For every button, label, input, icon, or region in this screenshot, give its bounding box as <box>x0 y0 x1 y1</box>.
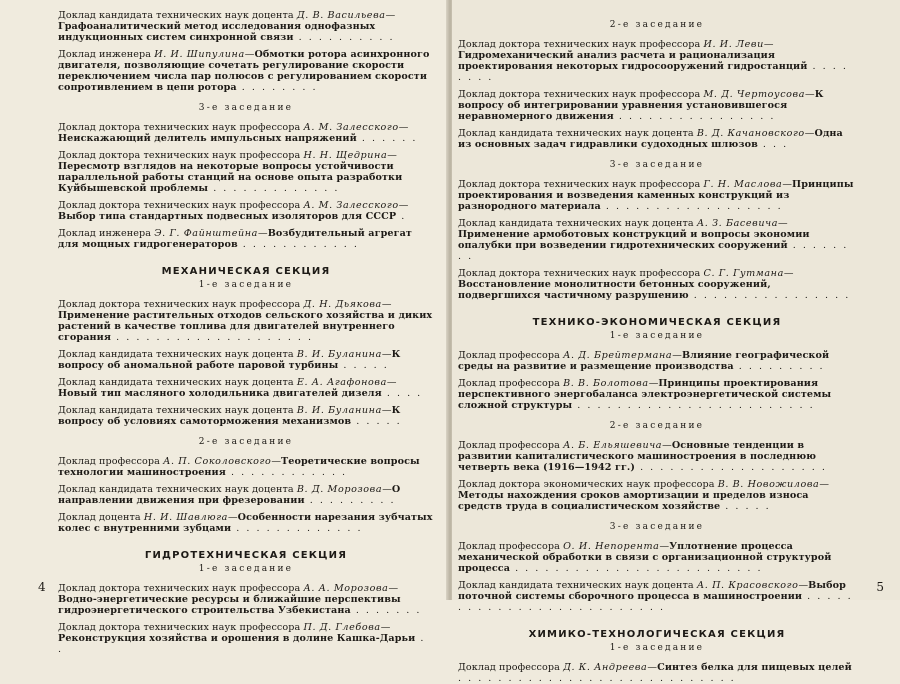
report-entry: Доклад кандидата технических наук доцента Д. В. Васильева—Графоаналитический метод исследования однофазных индукционных систем синхронной связи . . . . . . . . . . <box>58 10 396 43</box>
leader-dots: . . . . . . . . . . . . . . . . . . . . <box>111 332 314 343</box>
report-intro: Доклад профессора <box>458 378 560 389</box>
session-heading: 1-е заседание <box>198 564 294 574</box>
report-entry: Доклад профессора А. Д. Брейтермана—Влияние географической среды на развитие и размещение производства . . . . . . . . . <box>458 350 830 372</box>
report-title: Применение армоботовых конструкций и вопросы экономии опалубки при возведении гидротехнических сооружений <box>458 229 810 251</box>
leader-dots: . . . <box>757 139 789 150</box>
report-intro: Доклад кандидата технических наук доцента <box>458 580 694 591</box>
report-title: Графоаналитический метод исследования однофазных индукционных систем синхронной связи <box>58 21 376 43</box>
session-heading: 3-е заседание <box>609 522 705 532</box>
report-title: Восстановление монолитности бетонных сооружений, подвергшихся частичному разрушению <box>458 279 771 301</box>
report-intro: Доклад доктора технических наук профессора <box>458 39 701 50</box>
leader-dots: . . . . . . . . <box>458 61 848 83</box>
report-author: А. З. Басевича <box>696 218 779 229</box>
report-intro: Доклад профессора <box>458 440 560 451</box>
report-intro: Доклад доктора технических наук профессора <box>458 268 701 279</box>
report-intro: Доклад инженера <box>58 228 152 239</box>
report-author: Э. Г. Файнштейна <box>154 228 258 239</box>
report-author: В. И. Буланина <box>296 349 382 360</box>
report-author: В. В. Болотова <box>563 378 649 389</box>
report-intro: Доклад кандидата технических наук доцента <box>58 10 294 21</box>
session-heading: 3-е заседание <box>609 160 705 170</box>
report-title: Особенности нарезания зубчатых колес с внутренними зубцами <box>58 512 433 534</box>
report-title: Выбор типа стандартных подвесных изоляторов для СССР <box>58 211 397 222</box>
report-title: Водно-энергетические ресурсы и ближайшие перспективы гидроэнергетического строительства Узбекистана <box>58 594 401 616</box>
report-author: А. Д. Брейтермана <box>563 350 673 361</box>
report-entry: Доклад инженера И. И. Шипулина—Обмотки ротора асинхронного двигателя, позволяющие сочетать регулирование скорости переключением числа пар полюсов с регулированием скорости сопротивлением в цепи ротора . . . . . . . . <box>58 49 430 93</box>
leader-dots: . . <box>58 633 426 655</box>
report-title: Обмотки ротора асинхронного двигателя, позволяющие сочетать регулирование скорости переключением числа пар полюсов с регулированием скорости сопротивлением в цепи ротора <box>58 49 430 93</box>
report-entry: Доклад профессора А. П. Соколовского—Теоретические вопросы технологии машиностроения . . . . . . . . . . . . <box>58 456 420 478</box>
report-title: Влияние географической среды на развитие и размещение производства <box>458 350 830 372</box>
report-author: А. А. Морозова <box>303 583 389 594</box>
report-title: Одна из основных задач гидравлики судоходных шлюзов <box>458 128 843 150</box>
report-author: А. М. Залесского <box>303 122 399 133</box>
report-intro: Доклад профессора <box>458 350 560 361</box>
report-author: О. И. Непорента <box>563 541 660 552</box>
leader-dots: . . . . . . . . . . . . . . . . . . <box>600 201 783 212</box>
leader-dots: . . . . . <box>720 501 771 512</box>
section-heading: МЕХАНИЧЕСКАЯ СЕКЦИЯ <box>161 266 331 277</box>
report-author: В. Д. Качановского <box>696 128 805 139</box>
leader-dots: . . . . . . . . . . . . . . . . . . . . . . . . . <box>510 563 763 574</box>
leader-dots: . . . . . . . <box>350 605 422 616</box>
report-title: Принципы проектирования перспективного энергобаланса электроэнергетической системы сложной структуры <box>458 378 832 411</box>
section-heading: ХИМИКО-ТЕХНОЛОГИЧЕСКАЯ СЕКЦИЯ <box>528 629 786 640</box>
leader-dots: . . . . . . . . . . . . . . . . <box>688 290 851 301</box>
leader-dots: . . . . . . <box>356 133 418 144</box>
session-heading: 1-е заседание <box>609 331 705 341</box>
section-heading: ТЕХНИКО-ЭКОНОМИЧЕСКАЯ СЕКЦИЯ <box>532 317 782 328</box>
leader-dots: . . . . . <box>351 416 402 427</box>
leader-dots: . . . . . . . . . <box>733 361 825 372</box>
report-title: Выбор поточной системы сборочного процесса в машиностроении <box>458 580 846 602</box>
leader-dots: . . . . . . . . . . . . . . . . . . . <box>635 462 827 473</box>
report-entry: Доклад профессора Д. К. Андреева—Синтез белка для пищевых целей . . . . . . . . . . . . . . . . . . . . . . . . . . . . <box>458 662 852 684</box>
report-entry: Доклад кандидата технических наук доцента В. Д. Качановского—Одна из основных задач гидравлики судоходных шлюзов . . . <box>458 128 843 150</box>
report-entry: Доклад доцента Н. И. Шавлюга—Особенности нарезания зубчатых колес с внутренними зубцами . . . . . . . . . . . . . <box>58 512 433 534</box>
report-title: Реконструкция хозяйства и орошения в долине Кашка-Дарьи <box>58 633 416 644</box>
report-entry: Доклад доктора технических наук профессора Г. Н. Маслова—Принципы проектирования и возведения каменных конструкций из разнородного материала . . . . . . . . . . . . . . . . . . <box>458 179 854 212</box>
leader-dots: . . . . . . . . . . . . . . . . . . . . . . . . . . <box>458 591 853 613</box>
report-title: Применение растительных отходов сельского хозяйства и диких растений в качестве топлива для двигателей внутреннего сгорания <box>58 310 433 343</box>
leader-dots: . . . . . . . . . <box>304 495 396 506</box>
report-title: Методы нахождения сроков амортизации и пределов износа средств труда в социалистическом хозяйстве <box>458 490 809 512</box>
session-heading: 1-е заседание <box>198 280 294 290</box>
leader-dots: . . . . . . . . <box>236 82 318 93</box>
leader-dots: . . . . . . . . . . . . <box>237 239 359 250</box>
report-author: В. В. Новожилова <box>717 479 820 490</box>
left-page-content <box>58 10 434 655</box>
session-heading: 3-е заседание <box>198 103 294 113</box>
section-heading: ГИДРОТЕХНИЧЕСКАЯ СЕКЦИЯ <box>144 550 348 561</box>
report-intro: Доклад профессора <box>58 456 160 467</box>
report-author: А. Б. Ельяшевича <box>563 440 663 451</box>
report-entry: Доклад доктора технических наук профессора А. М. Залесского—Неискажающий делитель импульсных напряжений . . . . . . <box>58 122 418 144</box>
leader-dots: . <box>396 211 407 222</box>
leader-dots: . . . . . . . . <box>458 240 849 262</box>
report-entry: Доклад доктора технических наук профессора Д. Н. Дьякова—Применение растительных отходов сельского хозяйства и диких растений в качестве топлива для двигателей внутреннего сгорания . . . . . . . . . . . . . . . . . . . . <box>58 299 433 343</box>
report-author: Д. В. Васильева <box>296 10 386 21</box>
report-title: Уплотнение процесса механической обработки в связи с организационной структурой процесса <box>458 541 832 574</box>
page-number-left: 4 <box>38 580 46 594</box>
report-entry: Доклад кандидата технических наук доцента А. З. Басевича—Применение армоботовых конструкций и вопросы экономии опалубки при возведении гидротехнических сооружений . . . . . . . . <box>458 218 849 262</box>
report-intro: Доклад доктора технических наук профессора <box>58 200 301 211</box>
left-page <box>0 0 448 655</box>
report-intro: Доклад доктора технических наук профессора <box>458 179 701 190</box>
report-entry: Доклад доктора технических наук профессора А. А. Морозова—Водно-энергетические ресурсы и ближайшие перспективы гидроэнергетического строительства Узбекистана . . . . . . . <box>58 583 422 616</box>
leader-dots: . . . . . . . . . . . . . . . . . . . . . . . . . . . . <box>458 673 736 684</box>
report-author: И. И. Шипулина <box>154 49 245 60</box>
report-entry: Доклад кандидата технических наук доцента В. И. Буланина—К вопросу об аномальной работе паровой турбины . . . . . <box>58 349 401 371</box>
report-intro: Доклад кандидата технических наук доцента <box>58 377 294 388</box>
report-intro: Доклад кандидата технических наук доцента <box>58 349 294 360</box>
report-intro: Доклад профессора <box>458 662 560 673</box>
report-author: Д. К. Андреева <box>563 662 648 673</box>
report-intro: Доклад кандидата технических наук доцента <box>58 405 294 416</box>
report-author: В. И. Буланина <box>296 405 382 416</box>
report-intro: Доклад доктора технических наук профессора <box>58 122 301 133</box>
report-entry: Доклад кандидата технических наук доцента В. И. Буланина—К вопросу об условиях самоторможения механизмов . . . . . <box>58 405 402 427</box>
report-title: К вопросу об условиях самоторможения механизмов <box>58 405 401 427</box>
leader-dots: . . . . . . . . . . . . . <box>208 183 340 194</box>
report-entry: Доклад доктора технических наук профессора А. М. Залесского—Выбор типа стандартных подвесных изоляторов для СССР . <box>58 200 409 222</box>
report-author: И. И. Леви <box>703 39 764 50</box>
leader-dots: . . . . . <box>338 360 389 371</box>
report-author: Н. И. Шавлюга <box>143 512 228 523</box>
report-entry: Доклад доктора технических наук профессора М. Д. Чертоусова—К вопросу об интегрировании уравнения установившегося неравномерного движения . . . . . . . . . . . . . . . . <box>458 89 824 122</box>
report-author: А. П. Соколовского <box>163 456 272 467</box>
report-intro: Доклад доцента <box>58 512 141 523</box>
report-title: Теоретические вопросы технологии машиностроения <box>58 456 420 478</box>
report-author: Е. А. Агафонова <box>296 377 387 388</box>
leader-dots: . . . . . . . . . . . . . <box>231 523 363 534</box>
report-entry: Доклад доктора экономических наук профессора В. В. Новожилова—Методы нахождения сроков амортизации и пределов износа средств труда в социалистическом хозяйстве . . . . . <box>458 479 830 512</box>
report-intro: Доклад доктора технических наук профессора <box>458 89 701 100</box>
report-author: А. М. Залесского <box>303 200 399 211</box>
report-entry: Доклад профессора О. И. Непорента—Уплотнение процесса механической обработки в связи с организационной структурой процесса . . . . . . . . . . . . . . . . . . . . . . . . . <box>458 541 832 574</box>
report-author: В. Д. Морозова <box>296 484 383 495</box>
report-entry: Доклад доктора технических наук профессора И. И. Леви—Гидромеханический анализ расчета и рационализация проектирования некоторых гидросооружений гидростанций . . . . . . . . <box>458 39 848 83</box>
session-heading: 2-е заседание <box>609 20 705 30</box>
report-entry: Доклад инженера Э. Г. Файнштейна—Возбудительный агрегат для мощных гидрогенераторов . . . . . . . . . . . . <box>58 228 412 250</box>
report-intro: Доклад доктора технических наук профессора <box>58 583 301 594</box>
right-page <box>452 0 900 684</box>
report-entry: Доклад кандидата технических наук доцента Е. А. Агафонова—Новый тип масляного холодильника двигателей дизеля . . . . <box>58 377 423 399</box>
report-entry: Доклад доктора технических наук профессора П. Д. Глебова—Реконструкция хозяйства и орошения в долине Кашка-Дарьи . . <box>58 622 426 655</box>
report-title: К вопросу об интегрировании уравнения установившегося неравномерного движения <box>458 89 824 122</box>
right-page-content <box>458 20 856 684</box>
report-intro: Доклад инженера <box>58 49 152 60</box>
report-title: Возбудительный агрегат для мощных гидрогенераторов <box>58 228 412 250</box>
session-heading: 1-е заседание <box>609 643 705 653</box>
leader-dots: . . . . . . . . . . . . . . . . . . . . . . . . <box>572 400 815 411</box>
report-title: Основные тенденции в развитии капиталистического машиностроения в последнюю четверть века (1916—1942 гг.) <box>458 440 817 473</box>
report-intro: Доклад кандидата технических наук доцента <box>458 218 694 229</box>
leader-dots: . . . . . . . . . . <box>293 32 395 43</box>
report-title: Неискажающий делитель импульсных напряжений <box>58 133 357 144</box>
report-entry: Доклад профессора А. Б. Ельяшевича—Основные тенденции в развитии капиталистического машиностроения в последнюю четверть века (1916—1942 гг.) . . . . . . . . . . . . . . . . . . . <box>458 440 827 473</box>
report-author: Н. Н. Щедрина <box>303 150 388 161</box>
leader-dots: . . . . . . . . . . . . . . . . <box>613 111 776 122</box>
report-author: Д. Н. Дьякова <box>303 299 382 310</box>
report-title: Синтез белка для пищевых целей <box>657 662 852 673</box>
page-number-right: 5 <box>876 580 884 594</box>
report-title: Новый тип масляного холодильника двигателей дизеля <box>58 388 382 399</box>
session-heading: 2-е заседание <box>609 421 705 431</box>
report-entry: Доклад профессора В. В. Болотова—Принципы проектирования перспективного энергобаланса электроэнергетической системы сложной структуры . . . . . . . . . . . . . . . . . . . . . . . . <box>458 378 832 411</box>
report-title: Пересмотр взглядов на некоторые вопросы устойчивости параллельной работы станций на основе опыта разработки Куйбышевской проблемы <box>58 161 403 194</box>
report-intro: Доклад профессора <box>458 541 560 552</box>
report-intro: Доклад доктора технических наук профессора <box>58 299 301 310</box>
report-title: Принципы проектирования и возведения каменных конструкций из разнородного материала <box>458 179 854 212</box>
report-author: А. П. Красовского <box>696 580 799 591</box>
report-entry: Доклад доктора технических наук профессора Н. Н. Щедрина—Пересмотр взглядов на некоторые вопросы устойчивости параллельной работы станций на основе опыта разработки Куйбышевской проблемы . . . . . . . . . . . . . <box>58 150 403 194</box>
report-author: М. Д. Чертоусова <box>703 89 806 100</box>
report-intro: Доклад доктора технических наук профессора <box>58 150 301 161</box>
report-intro: Доклад кандидата технических наук доцента <box>458 128 694 139</box>
report-entry: Доклад кандидата технических наук доцента В. Д. Морозова—О направлении движения при фрезеровании . . . . . . . . . <box>58 484 401 506</box>
report-entry: Доклад кандидата технических наук доцента А. П. Красовского—Выбор поточной системы сборочного процесса в машиностроении . . . . . . . . . . . . . . . . . . . . . . . . . . <box>458 580 853 613</box>
report-entry: Доклад доктора технических наук профессора С. Г. Гутмана—Восстановление монолитности бетонных сооружений, подвергшихся частичному разрушению . . . . . . . . . . . . . . . . <box>458 268 851 301</box>
report-title: Гидромеханический анализ расчета и рационализация проектирования некоторых гидросооружений гидростанций <box>458 50 808 72</box>
report-intro: Доклад доктора экономических наук профессора <box>458 479 715 490</box>
report-author: Г. Н. Маслова <box>703 179 783 190</box>
session-heading: 2-е заседание <box>198 437 294 447</box>
report-intro: Доклад доктора технических наук профессора <box>58 622 301 633</box>
report-title: К вопросу об аномальной работе паровой турбины <box>58 349 401 371</box>
leader-dots: . . . . <box>381 388 423 399</box>
report-author: С. Г. Гутмана <box>703 268 784 279</box>
leader-dots: . . . . . . . . . . . . <box>225 467 348 478</box>
report-title: О направлении движения при фрезеровании <box>58 484 401 506</box>
report-author: П. Д. Глебова <box>303 622 381 633</box>
report-intro: Доклад кандидата технических наук доцента <box>58 484 294 495</box>
